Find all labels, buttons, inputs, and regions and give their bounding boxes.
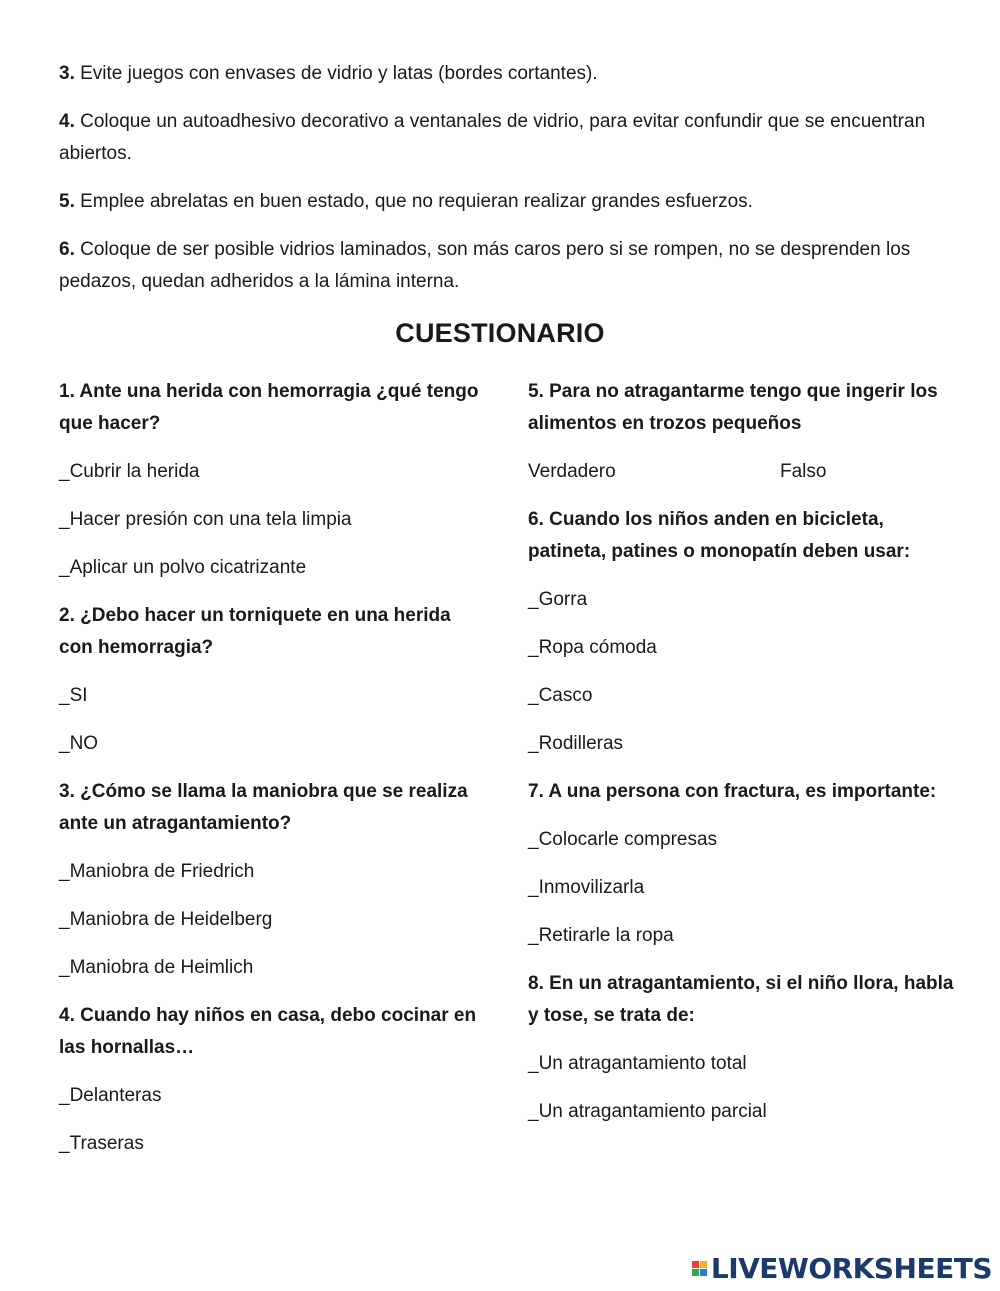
answer-option[interactable]: _Ropa cómoda — [528, 637, 657, 658]
answer-option[interactable]: _Rodilleras — [528, 733, 624, 754]
question-4: 4. Cuando hay niños en casa, debo cocinar en las hornallas… — [59, 1005, 477, 1058]
tip-text: Coloque de ser posible vidrios laminados, son más caros pero si se rompen, no se desprenden los pedazos, quedan adheridos a la lámina interna. — [59, 239, 911, 292]
question-3: 3. ¿Cómo se llama la maniobra que se realiza ante un atragantamiento? — [59, 781, 468, 834]
question-1: 1. Ante una herida con hemorragia ¿qué tengo que hacer? — [59, 381, 479, 434]
answer-option[interactable]: _Un atragantamiento parcial — [528, 1101, 767, 1122]
answer-option[interactable]: _SI — [59, 685, 88, 706]
tip-number: 6. — [59, 239, 75, 260]
answer-option[interactable]: _Colocarle compresas — [528, 829, 718, 850]
tip-3 — [59, 58, 939, 90]
tip-number: 5. — [59, 191, 75, 212]
tip-text: Evite juegos con envases de vidrio y latas (bordes cortantes). — [74, 63, 598, 84]
tip-5 — [59, 186, 939, 218]
false-option[interactable]: Falso — [780, 461, 827, 482]
answer-option[interactable]: _Casco — [528, 685, 593, 706]
tip-4 — [59, 106, 939, 170]
answer-option[interactable]: _Aplicar un polvo cicatrizante — [59, 557, 307, 578]
liveworksheets-logo — [692, 1252, 992, 1285]
answer-option[interactable]: _Delanteras — [59, 1085, 162, 1106]
answer-option[interactable]: _Maniobra de Friedrich — [59, 861, 255, 882]
true-false-options — [528, 456, 958, 488]
question-8: 8. En un atragantamiento, si el niño llora, habla y tose, se trata de: — [528, 973, 954, 1026]
answer-option[interactable]: _Traseras — [59, 1133, 144, 1154]
answer-option[interactable]: _Un atragantamiento total — [528, 1053, 747, 1074]
answer-option[interactable]: _Inmovilizarla — [528, 877, 645, 898]
answer-option[interactable]: _Gorra — [528, 589, 588, 610]
quiz-title: CUESTIONARIO — [395, 318, 605, 348]
question-2: 2. ¿Debo hacer un torniquete en una herida con hemorragia? — [59, 605, 451, 658]
answer-option[interactable]: _NO — [59, 733, 99, 754]
tip-text: Coloque un autoadhesivo decorativo a ventanales de vidrio, para evitar confundir que se encuentran abiertos. — [59, 111, 926, 164]
tip-number: 3. — [59, 63, 75, 84]
safety-tips — [59, 58, 939, 314]
answer-option[interactable]: _Maniobra de Heidelberg — [59, 909, 273, 930]
question-7: 7. A una persona con fractura, es importante: — [528, 781, 937, 802]
answer-option[interactable]: _Retirarle la ropa — [528, 925, 674, 946]
true-option[interactable]: Verdadero — [528, 461, 616, 482]
logo-text: LIVEWORKSHEETS — [710, 1252, 992, 1285]
questions-left-column — [59, 376, 479, 1176]
logo-icon — [692, 1261, 707, 1276]
answer-option[interactable]: _Maniobra de Heimlich — [59, 957, 254, 978]
questions-right-column — [528, 376, 958, 1144]
tip-6 — [59, 234, 939, 298]
answer-option[interactable]: _Cubrir la herida — [59, 461, 200, 482]
answer-option[interactable]: _Hacer presión con una tela limpia — [59, 509, 352, 530]
question-6: 6. Cuando los niños anden en bicicleta, patineta, patines o monopatín deben usar: — [528, 509, 911, 562]
tip-text: Emplee abrelatas en buen estado, que no requieran realizar grandes esfuerzos. — [74, 191, 753, 212]
tip-number: 4. — [59, 111, 75, 132]
question-5: 5. Para no atragantarme tengo que ingerir los alimentos en trozos pequeños — [528, 381, 938, 434]
